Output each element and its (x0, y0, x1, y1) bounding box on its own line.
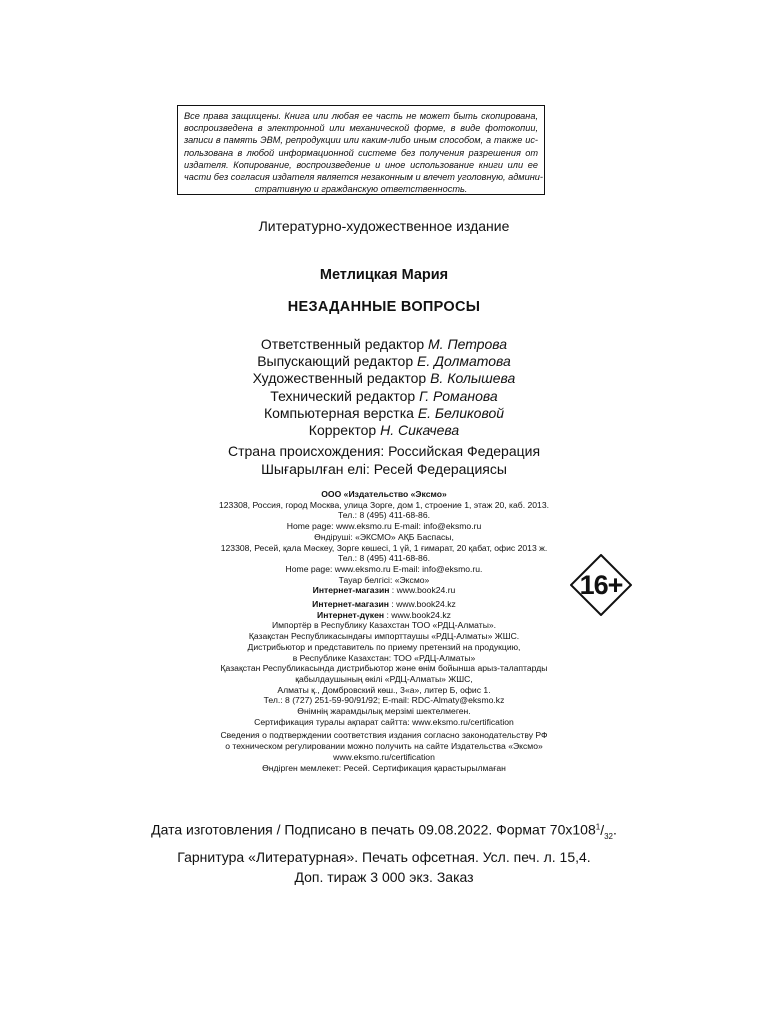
rights-notice-line: издателя. Копирование, воспроизведение и иное использование книги или ее (184, 159, 538, 170)
print-run: Доп. тираж 3 000 экз. Заказ (294, 869, 474, 886)
format-denominator: 32 (604, 831, 613, 841)
rights-notice-line: стративную и гражданскую ответственность. (254, 184, 468, 195)
credit-person: Е. Долматова (417, 353, 511, 370)
credit-role: Художественный редактор (252, 370, 427, 387)
importer-ru: Импортёр в Республику Казахстан ТОО «РДЦ-Алматы». (271, 620, 497, 631)
online-shop-kz (0, 599, 768, 610)
shelf-life-kz: Өнімнің жарамдылық мерзімі шектелмеген. (297, 706, 471, 717)
credit-row (0, 353, 768, 370)
distributor-ru-line: в Республике Казахстан: ТОО «РДЦ-Алматы» (292, 652, 476, 663)
print-date-end: . (612, 821, 617, 838)
rights-notice-line: пользована в любой информационной системе без получения разрешения от (184, 147, 538, 158)
origin-block (0, 443, 768, 478)
distributor-kz-line: қабылдаушының өкілі «РДЦ-Алматы» ЖШС, (295, 673, 473, 684)
rights-notice-line: воспроизведена в электронной или механической форме, в виде фотокопии, (184, 123, 538, 134)
almaty-phone: Тел.: 8 (727) 251-59-90/91/92; E-mail: RDC-Almaty@eksmo.kz (263, 695, 505, 706)
print-date-text: Дата изготовления / Подписано в печать 09.08.2022. Формат 70x108 (151, 821, 596, 838)
genre-label: Литературно-художественное издание (258, 218, 510, 234)
book-title: НЕЗАДАННЫЕ ВОПРОСЫ (287, 299, 481, 315)
conformity-line: о техническом регулировании можно получить на сайте Издательства «Эксмо» (225, 741, 543, 752)
rights-notice-line: записи в память ЭВМ, репродукции или каким-либо иным способом, а также ис- (184, 135, 538, 146)
credit-person: Е. Беликовой (417, 404, 505, 421)
certification-kz: Сертификация туралы ақпарат сайтта: www.eksmo.ru/certification (254, 716, 514, 727)
online-shop-ru (0, 585, 768, 596)
rights-notice-line: части без согласия издателя является незаконным и влечет уголовную, админи- (184, 172, 543, 183)
credit-role: Технический редактор (270, 387, 416, 404)
producer-phone-kz: Тел.: 8 (495) 411-68-86. (338, 553, 430, 564)
format-numerator: 1 (595, 822, 601, 831)
online-shop-label: Интернет-магазин (312, 599, 389, 610)
online-shop-url: : www.book24.ru (389, 585, 456, 596)
origin-country-ru: Страна происхождения: Российская Федерация (227, 443, 541, 459)
print-details (0, 817, 768, 888)
producer-kz: Өндіруші: «ЭКСМО» АҚБ Баспасы, (314, 531, 454, 542)
online-shop-url: : www.book24.kz (388, 599, 456, 610)
credit-role: Компьютерная верстка (263, 404, 414, 421)
credit-role: Корректор (308, 422, 377, 439)
typeface-print: Гарнитура «Литературная». Печать офсетная. Усл. печ. л. 15,4. (177, 848, 591, 865)
print-date-format (0, 817, 768, 847)
origin-country-kz: Шығарылған елі: Ресей Федерациясы (261, 460, 507, 477)
credits-block (0, 336, 768, 439)
online-shop-label: Интернет-магазин (312, 585, 390, 596)
conformity-line: www.eksmo.ru/certification (333, 751, 435, 762)
publisher-name: ООО «Издательство «Эксмо» (321, 489, 447, 499)
publisher-address: 123308, Россия, город Москва, улица Зорге, дом 1, строение 1, этаж 20, каб. 2013. (219, 499, 549, 510)
publisher-phone: Тел.: 8 (495) 411-68-86. (338, 510, 430, 521)
credit-person: В. Колышева (430, 370, 516, 387)
online-shop-label: Интернет-дүкен (317, 609, 385, 620)
age-rating-text: 16+ (579, 569, 623, 600)
producer-web-kz: Home page: www.eksmo.ru E-mail: info@eksmo.ru. (285, 563, 483, 574)
author-name: Метлицкая Мария (319, 267, 449, 283)
distributor-kz-line: Қазақстан Республикасында дистрибьютор және өнім бойынша арыз-талаптарды (220, 663, 548, 674)
rights-notice-line: Все права защищены. Книга или любая ее часть не может быть скопирована, (184, 111, 538, 121)
online-shop-kz-2 (0, 610, 768, 621)
publisher-web: Home page: www.eksmo.ru E-mail: info@eksmo.ru (286, 521, 482, 532)
credit-row (0, 405, 768, 422)
conformity-kz: Өндірген мемлекет: Ресей. Сертификация қарастырылмаған (262, 762, 506, 773)
almaty-address: Алматы қ., Домбровский көш., 3«а», литер Б, офис 1. (277, 684, 491, 695)
credit-row (0, 388, 768, 405)
distributor-ru-line: Дистрибьютор и представитель по приему претензий на продукцию, (247, 641, 521, 652)
trademark-kz: Тауар белгісі: «Эксмо» (338, 574, 430, 585)
imprint-block (0, 489, 768, 773)
producer-address-kz: 123308, Ресей, қала Мәскеу, Зорге көшесі, 1 үй, 1 ғимарат, 20 қабат, офис 2013 ж. (220, 542, 548, 553)
credit-person: Г. Романова (419, 387, 498, 404)
credit-row (0, 370, 768, 387)
age-rating-badge (570, 554, 632, 616)
importer-kz: Қазақстан Республикасындағы импорттаушы «РДЦ-Алматы» ЖШС. (248, 631, 520, 642)
credit-role: Выпускающий редактор (257, 353, 414, 370)
rights-notice-box (177, 105, 545, 195)
format-fraction: $^1/_{32}$ (595, 821, 613, 841)
credit-row (0, 422, 768, 439)
credit-role: Ответственный редактор (260, 336, 425, 352)
credit-person: Н. Сикачева (380, 422, 460, 439)
credit-row (0, 336, 768, 353)
conformity-line: Сведения о подтверждении соответствия издания согласно законодательству РФ (220, 730, 548, 741)
credit-person: М. Петрова (428, 336, 508, 352)
online-shop-url: : www.book24.kz (384, 609, 451, 620)
